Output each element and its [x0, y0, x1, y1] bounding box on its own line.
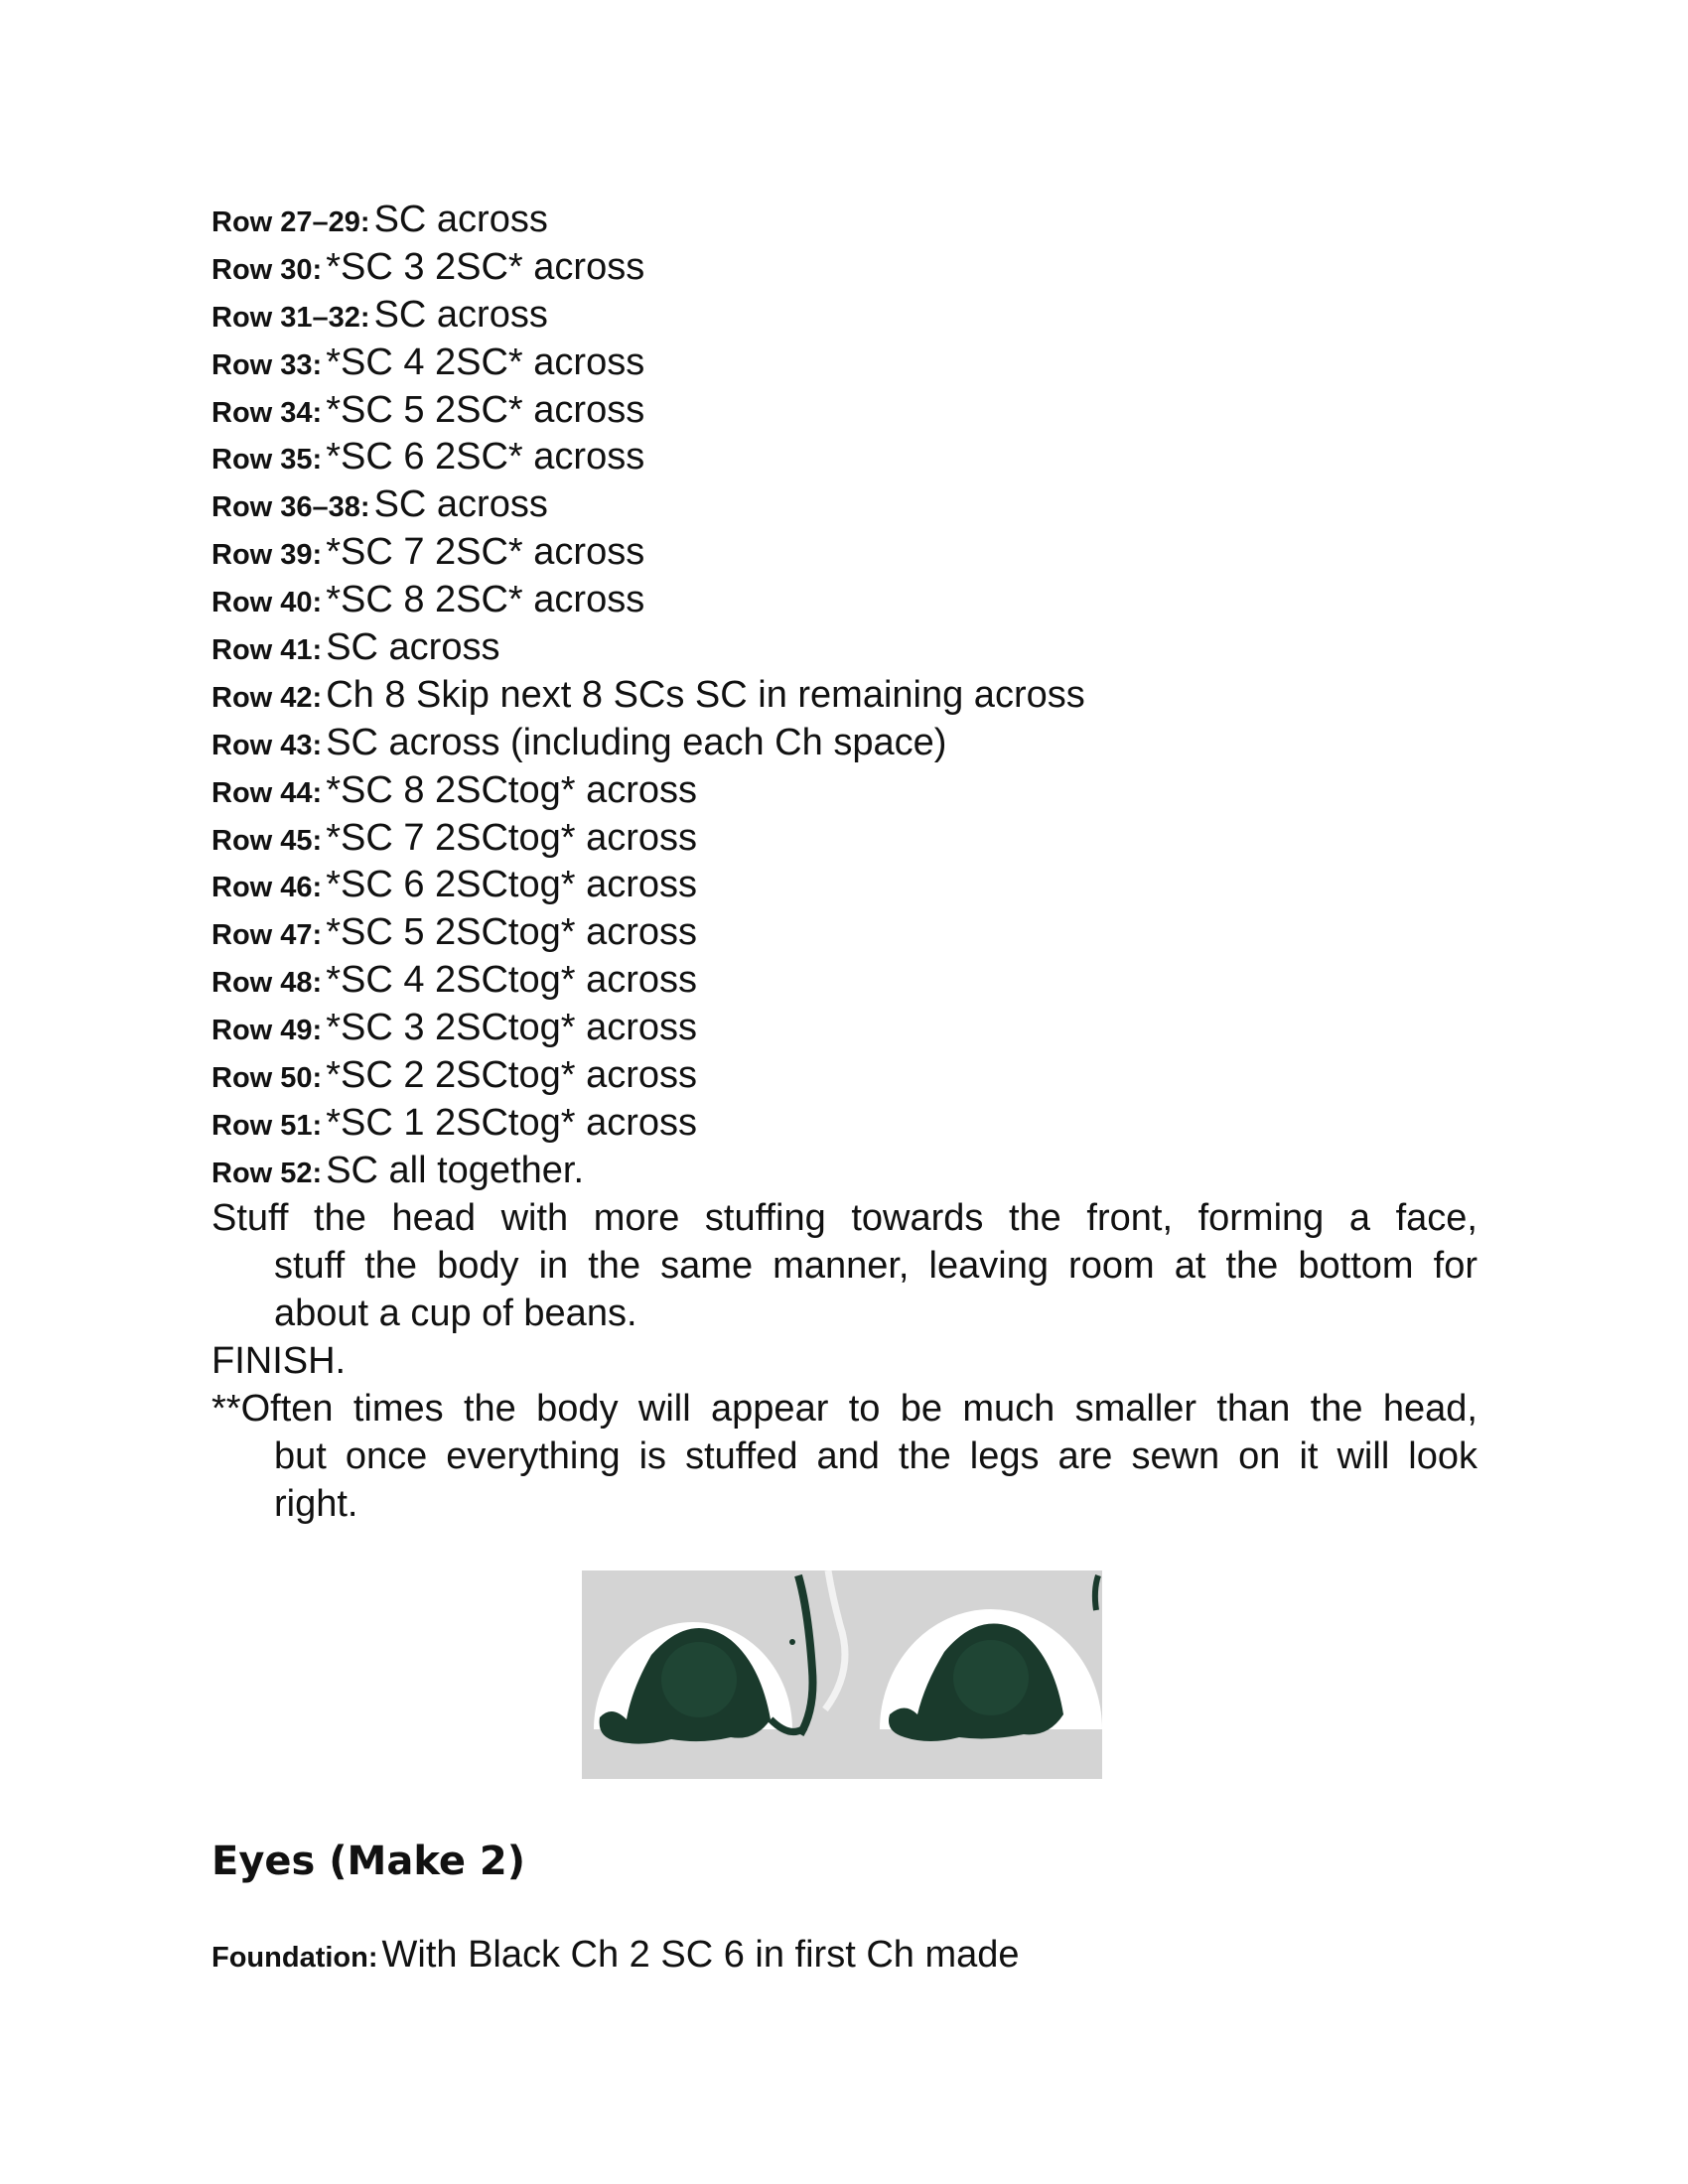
row-instruction [211, 434, 1482, 481]
row-instruction [211, 624, 1482, 672]
row-instruction [211, 909, 1482, 957]
row-text: SC across (including each Ch space) [326, 721, 947, 763]
stuffing-paragraph [211, 1194, 1477, 1337]
row-label: Row 42: [211, 681, 323, 714]
paragraph-line: stuff the body in the same manner, leaving room at the bottom for [274, 1245, 1477, 1287]
row-instruction [211, 1005, 1482, 1052]
row-text: *SC 8 2SCtog* across [326, 768, 698, 811]
row-label: Row 51: [211, 1109, 323, 1142]
eyes-heading: Eyes (Make 2) [211, 1839, 526, 1884]
row-text: *SC 4 2SCtog* across [326, 959, 698, 1002]
row-label: Row 27–29: [211, 206, 370, 238]
row-label: Row 30: [211, 253, 323, 286]
row-instruction [211, 197, 1482, 244]
row-text: *SC 8 2SC* across [326, 579, 645, 621]
finish-text: FINISH. [211, 1340, 347, 1382]
row-instruction [211, 387, 1482, 435]
row-text: *SC 5 2SCtog* across [326, 911, 698, 954]
foundation-text: With Black Ch 2 SC 6 in first Ch made [381, 1934, 1020, 1976]
paragraph-line: but once everything is stuffed and the legs are sewn on it will look [274, 1435, 1477, 1477]
row-text: *SC 4 2SC* across [326, 341, 645, 383]
row-text: *SC 1 2SCtog* across [326, 1101, 698, 1144]
row-instruction [211, 862, 1482, 909]
row-label: Row 50: [211, 1062, 323, 1095]
row-label: Row 43: [211, 729, 323, 761]
row-text: SC across [373, 199, 548, 240]
row-label: Row 34: [211, 396, 323, 429]
row-text: SC across [373, 293, 548, 336]
row-instruction [211, 292, 1482, 340]
paragraph-line: right. [274, 1483, 358, 1525]
row-instruction [211, 577, 1482, 624]
row-text: *SC 3 2SC* across [326, 245, 645, 288]
row-text: *SC 5 2SC* across [326, 388, 645, 431]
foundation-instruction [211, 1928, 1020, 1989]
row-label: Row 31–32: [211, 301, 370, 334]
row-text: *SC 3 2SCtog* across [326, 1007, 698, 1049]
row-text: SC across [373, 483, 548, 526]
row-instruction [211, 340, 1482, 387]
row-instruction [211, 957, 1482, 1005]
row-label: Row 48: [211, 967, 323, 1000]
row-instruction [211, 815, 1482, 863]
row-instruction [211, 481, 1482, 529]
row-instruction [211, 672, 1482, 720]
row-text: *SC 7 2SC* across [326, 531, 645, 574]
row-label: Row 46: [211, 872, 323, 904]
paragraph-line: about a cup of beans. [274, 1293, 637, 1334]
row-text: *SC 7 2SCtog* across [326, 816, 698, 859]
row-instructions [211, 197, 1482, 1195]
foundation-label: Foundation: [211, 1942, 378, 1974]
row-instruction [211, 767, 1482, 815]
row-label: Row 40: [211, 587, 323, 619]
row-instruction [211, 529, 1482, 577]
row-instruction [211, 1148, 1482, 1195]
row-label: Row 44: [211, 776, 323, 809]
row-text: SC all together. [326, 1149, 585, 1191]
row-label: Row 41: [211, 634, 323, 667]
row-label: Row 33: [211, 348, 323, 381]
crochet-eyes-photo [582, 1570, 1102, 1779]
row-label: Row 35: [211, 444, 323, 477]
paragraph-line: Stuff the head with more stuffing towards the front, forming a face, [211, 1197, 1477, 1239]
paragraph-line: **Often times the body will appear to be much smaller than the head, [211, 1388, 1477, 1430]
row-instruction [211, 1100, 1482, 1148]
row-label: Row 47: [211, 919, 323, 952]
row-label: Row 49: [211, 1015, 323, 1047]
row-text: *SC 6 2SC* across [326, 436, 645, 478]
row-instruction [211, 1052, 1482, 1100]
row-text: *SC 2 2SCtog* across [326, 1054, 698, 1097]
note-paragraph [211, 1385, 1477, 1528]
row-label: Row 45: [211, 824, 323, 857]
row-instruction [211, 244, 1482, 292]
row-instruction [211, 720, 1482, 767]
row-text: *SC 6 2SCtog* across [326, 864, 698, 906]
row-label: Row 36–38: [211, 491, 370, 524]
row-text: Ch 8 Skip next 8 SCs SC in remaining across [326, 673, 1085, 716]
row-label: Row 52: [211, 1157, 323, 1189]
row-label: Row 39: [211, 539, 323, 572]
row-text: SC across [326, 626, 500, 669]
